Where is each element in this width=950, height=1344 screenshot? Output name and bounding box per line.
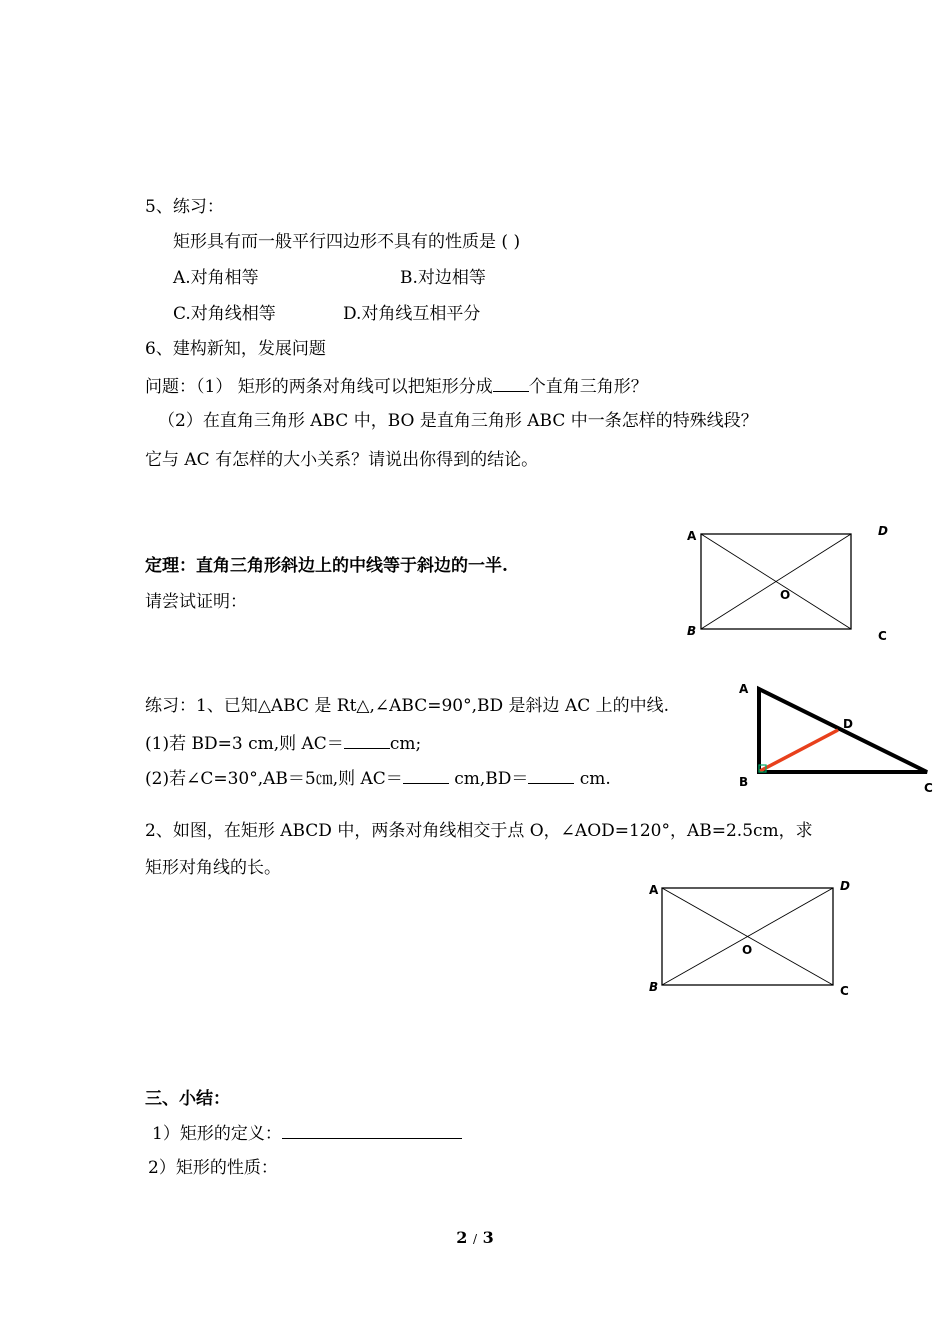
summary-item-2: 2）矩形的性质：	[148, 1158, 278, 1178]
answer-blank	[344, 731, 390, 749]
answer-blank	[528, 766, 574, 784]
center-label-o: O	[742, 943, 753, 957]
triangle-figure	[732, 674, 942, 799]
practice-2-line-1: 2、如图，在矩形 ABCD 中，两条对角线相交于点 O，∠AOD=120°，AB=2.5cm，求	[145, 821, 813, 841]
center-label-o: O	[780, 588, 791, 602]
part-2-middle: cm,BD＝	[448, 769, 529, 789]
summary-item-1-label: 1）矩形的定义：	[152, 1124, 282, 1144]
part-1-suffix: cm;	[389, 734, 422, 754]
part-1-prefix: (1)若 BD=3 cm,则 AC＝	[145, 734, 344, 754]
option-a: A.对角相等	[173, 268, 259, 288]
median-bd	[760, 730, 838, 771]
question-1	[145, 374, 648, 398]
theorem-statement: 定理：直角三角形斜边上的中线等于斜边的一半.	[145, 556, 508, 576]
vertex-label-c: C	[924, 781, 933, 795]
page-total: 3	[482, 1228, 494, 1247]
vertex-label-b: B	[739, 775, 749, 789]
question-2-line-2: 它与 AC 有怎样的大小关系？请说出你得到的结论。	[145, 450, 539, 470]
vertex-label-d: D	[878, 524, 888, 538]
rectangle-figure-2	[640, 872, 870, 1002]
vertex-label-d: D	[840, 879, 850, 893]
vertex-label-c: C	[878, 629, 887, 643]
vertex-label-a: A	[649, 883, 659, 897]
question-text: 矩形具有而一般平行四边形不具有的性质是 ( )	[173, 232, 521, 252]
practice-1-part-1	[145, 731, 421, 755]
vertex-label-b: B	[687, 624, 697, 638]
part-2-suffix: cm.	[574, 769, 611, 789]
page-current: 2	[456, 1228, 468, 1247]
vertex-label-c: C	[840, 984, 849, 998]
summary-heading: 三、小结：	[145, 1089, 230, 1109]
answer-blank	[282, 1121, 462, 1139]
page-separator: /	[472, 1232, 478, 1246]
question-2-line-1: （2）在直角三角形 ABC 中，BO 是直角三角形 ABC 中一条怎样的特殊线段？	[158, 411, 758, 431]
practice-1-part-2	[145, 766, 611, 790]
page-number	[0, 1228, 950, 1247]
vertex-label-b: B	[649, 980, 659, 994]
rectangle-figure-1	[680, 518, 900, 648]
summary-item-1	[152, 1121, 462, 1145]
option-b: B.对边相等	[400, 268, 486, 288]
option-c: C.对角线相等	[173, 304, 276, 324]
midpoint-label-d: D	[843, 717, 853, 731]
question-1-suffix: 个直角三角形？	[528, 377, 648, 397]
answer-blank	[403, 766, 449, 784]
option-d: D.对角线互相平分	[343, 304, 481, 324]
vertex-label-a: A	[739, 682, 749, 696]
practice-2-line-2: 矩形对角线的长。	[145, 858, 281, 878]
section-6-heading: 6、建构新知，发展问题	[145, 339, 326, 359]
question-1-prefix: 问题：（1） 矩形的两条对角线可以把矩形分成	[145, 377, 493, 397]
answer-blank	[493, 374, 529, 392]
practice-1-line-1: 练习：1、已知△ABC 是 Rt△,∠ABC=90°,BD 是斜边 AC 上的中线.	[145, 696, 670, 716]
part-2-prefix: (2)若∠C=30°,AB＝5㎝,则 AC＝	[145, 769, 403, 789]
proof-prompt: 请尝试证明：	[145, 592, 247, 612]
section-5-heading: 5、练习：	[145, 197, 224, 217]
vertex-label-a: A	[687, 529, 697, 543]
